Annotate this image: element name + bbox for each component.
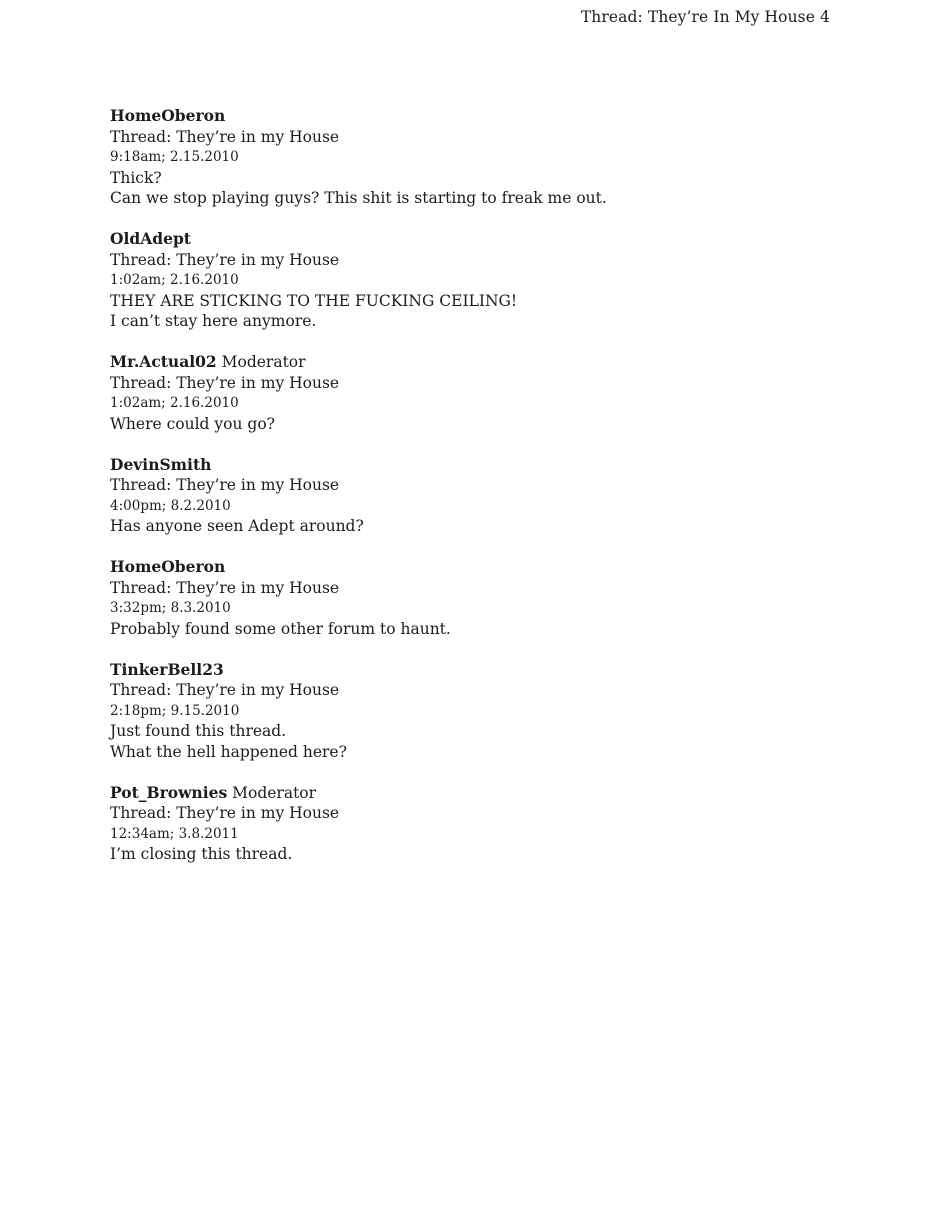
post-message-line: Where could you go?	[110, 414, 275, 433]
post-message-line: Thick?	[110, 168, 162, 187]
post-message-line: What the hell happened here?	[110, 742, 347, 761]
post-user-line	[110, 106, 880, 127]
post-thread-title: Thread: They’re in my House	[110, 681, 340, 699]
post-user-line	[110, 783, 880, 804]
post-thread-title: Thread: They’re in my House	[110, 578, 340, 597]
forum-post	[110, 660, 880, 763]
post-body	[110, 516, 880, 537]
post-timestamp: 3:32pm; 8.3.2010	[110, 600, 231, 616]
post-thread-title: Thread: They’re in my House	[110, 373, 340, 392]
post-user-line	[110, 455, 880, 476]
post-timestamp: 1:02am; 2.16.2010	[110, 395, 239, 411]
post-message-line: I’m closing this thread.	[110, 845, 293, 863]
post-message-line: Just found this thread.	[110, 722, 287, 740]
post-timestamp: 9:18am; 2.15.2010	[110, 149, 239, 165]
post-role: Moderator	[227, 783, 317, 802]
post-username: DevinSmith	[110, 454, 212, 474]
post-thread-title: Thread: They’re in my House	[110, 804, 340, 822]
post-timestamp: 12:34am; 3.8.2011	[110, 825, 239, 842]
post-body	[110, 291, 880, 332]
post-timestamp: 2:18pm; 9.15.2010	[110, 702, 240, 719]
post-list	[110, 106, 880, 885]
forum-post	[110, 455, 880, 537]
post-user-line	[110, 352, 880, 373]
post-user-line	[110, 557, 880, 578]
post-thread-title: Thread: They’re in my House	[110, 127, 340, 146]
post-user-line	[110, 229, 880, 250]
post-username: TinkerBell23	[110, 659, 224, 679]
post-thread-title: Thread: They’re in my House	[110, 476, 340, 494]
forum-post	[110, 557, 880, 639]
forum-post	[110, 106, 880, 209]
post-body	[110, 414, 880, 435]
post-username: HomeOberon	[110, 106, 226, 125]
post-username: Mr.Actual02	[110, 352, 217, 371]
forum-post	[110, 783, 880, 865]
post-body	[110, 721, 880, 762]
post-body	[110, 619, 880, 640]
post-username: Pot_Brownies	[110, 782, 228, 802]
post-timestamp: 1:02am; 2.16.2010	[110, 272, 239, 288]
page-header-title: Thread: They’re In My House 4	[580, 8, 830, 26]
post-username: OldAdept	[110, 229, 191, 248]
forum-post	[110, 229, 880, 332]
post-body	[110, 844, 880, 865]
post-message-line: THEY ARE STICKING TO THE FUCKING CEILING!	[110, 291, 518, 310]
post-body	[110, 168, 880, 209]
post-role: Moderator	[216, 353, 306, 371]
post-timestamp: 4:00pm; 8.2.2010	[110, 497, 231, 514]
forum-post	[110, 352, 880, 434]
post-message-line: Probably found some other forum to haunt.	[110, 619, 451, 638]
post-user-line	[110, 660, 880, 681]
post-thread-title: Thread: They’re in my House	[110, 250, 340, 269]
post-message-line: Can we stop playing guys? This shit is starting to freak me out.	[110, 189, 607, 207]
post-message-line: I can’t stay here anymore.	[110, 312, 317, 330]
post-username: HomeOberon	[110, 557, 226, 576]
post-message-line: Has anyone seen Adept around?	[110, 517, 364, 535]
